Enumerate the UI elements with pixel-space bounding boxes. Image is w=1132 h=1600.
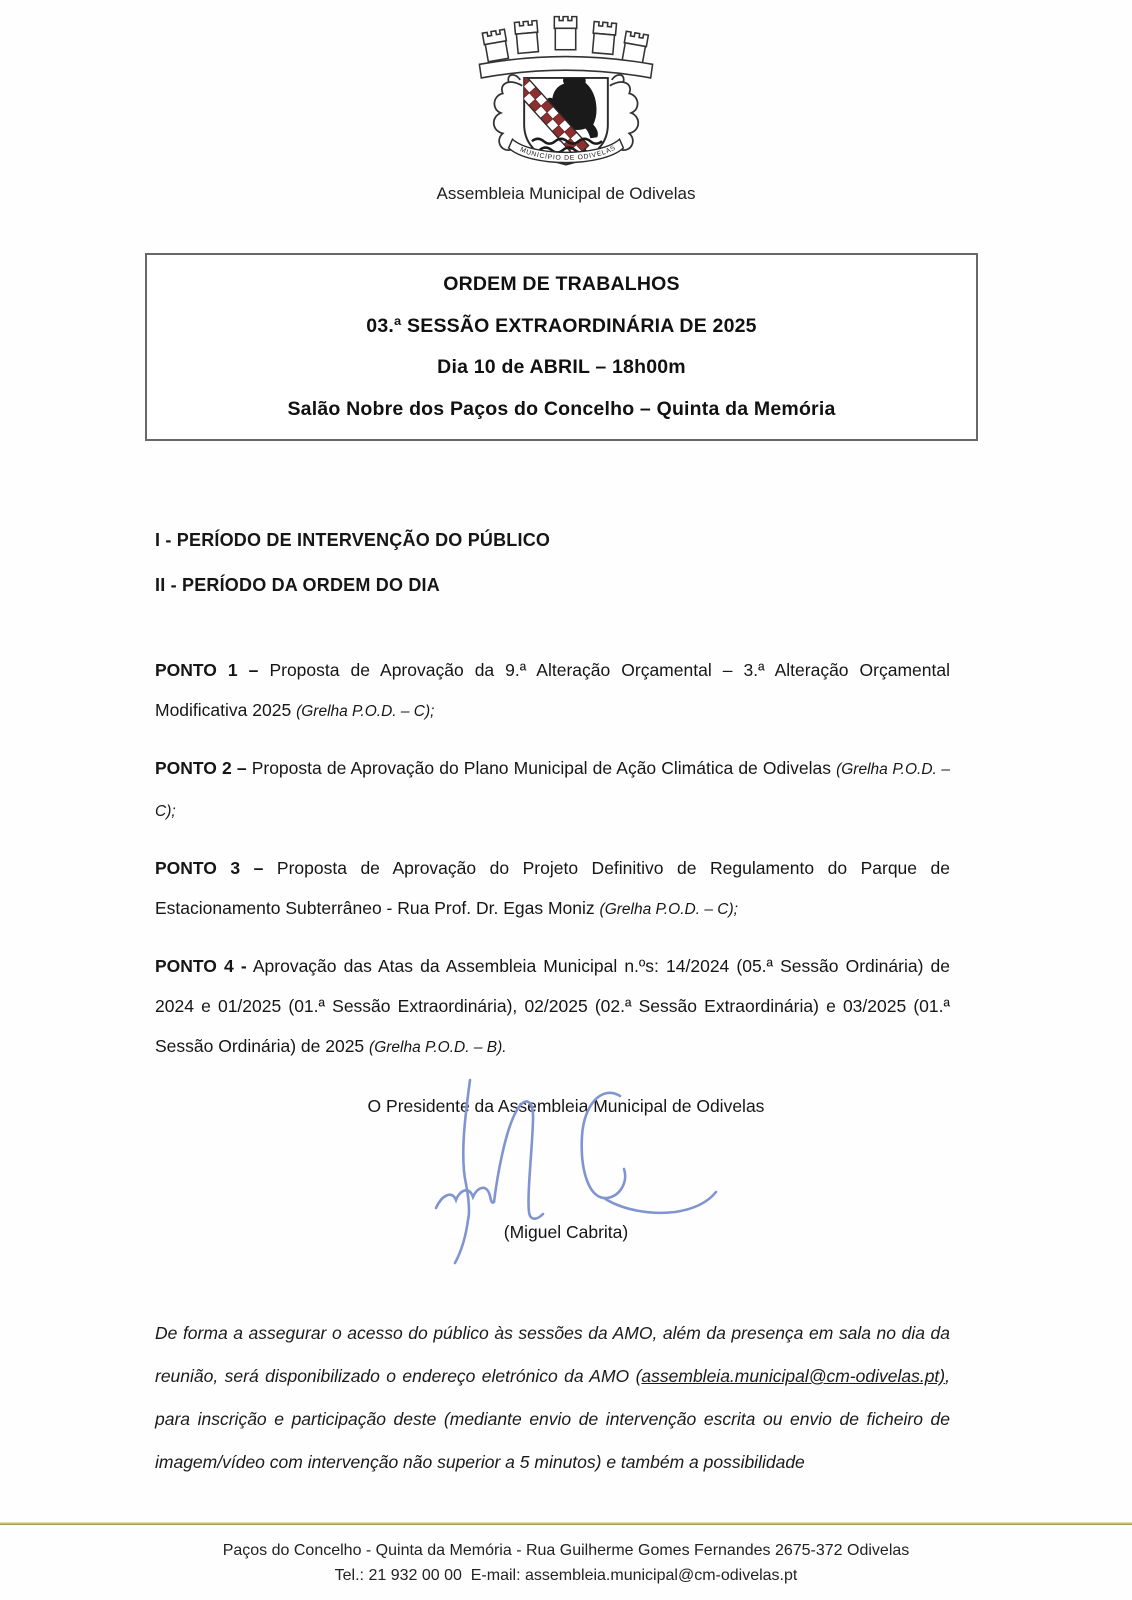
point-4-label: PONTO 4 -	[155, 956, 247, 976]
footer-address: Paços do Concelho - Quinta da Memória - Rua Guilherme Gomes Fernandes 2675-372 Odivelas	[222, 1542, 910, 1559]
point-1-body: Proposta de Aprovação da 9.ª Alteração Orçamental – 3.ª Alteração Orçamental Modificativa 2025	[155, 660, 950, 720]
point-2-body: Proposta de Aprovação do Plano Municipal de Ação Climática de Odivelas	[246, 758, 837, 778]
section-public-intervention: I - PERÍODO DE INTERVENÇÃO DO PÚBLICO	[155, 530, 551, 550]
session-number: 03.ª SESSÃO EXTRAORDINÁRIA DE 2025	[366, 314, 757, 337]
notice-text-1: De forma a assegurar o acesso do público às sessões da AMO, além da presença em sala no dia da reunião, será disponibilizado o endereço eletrónico da AMO (	[155, 1323, 950, 1386]
mural-crown	[479, 17, 652, 78]
agenda-body	[155, 530, 950, 1084]
section-order-of-day: II - PERÍODO DA ORDEM DO DIA	[155, 575, 440, 595]
point-1-label: PONTO 1 –	[155, 660, 259, 680]
point-4-grelha-ref: (Grelha P.O.D. – B).	[369, 1039, 507, 1056]
coat-of-arms-icon	[461, 4, 671, 184]
page-footer	[0, 1538, 1132, 1588]
session-location: Salão Nobre dos Paços do Concelho – Quinta da Memória	[287, 397, 836, 420]
footer-contact: Tel.: 21 932 00 00 E-mail: assembleia.municipal@cm-odivelas.pt	[334, 1567, 798, 1584]
point-2-label: PONTO 2 –	[155, 758, 247, 778]
email-link[interactable]: assembleia.municipal@cm-odivelas.pt)	[641, 1366, 946, 1386]
signatory-name: (Miguel Cabrita)	[503, 1222, 629, 1242]
public-access-notice	[155, 1312, 950, 1484]
banner-text: MUNICÍPIO DE ODIVELAS	[518, 144, 618, 162]
agenda-point-3	[155, 848, 950, 930]
agenda-point-1	[155, 650, 950, 732]
point-1-grelha-ref: (Grelha P.O.D. – C);	[296, 703, 435, 720]
point-4-body: Aprovação das Atas da Assembleia Municipal n.ºs: 14/2024 (05.ª Sessão Ordinária) de 2024 e 01/2025 (01.ª Sessão Extraordinária), 02/2025 (02.ª Sessão Extraordinária) e 03/2025 (01.ª Sessão Ordinária) de 2025	[155, 956, 950, 1056]
point-3-label: PONTO 3 –	[155, 858, 264, 878]
agenda-point-2	[155, 748, 950, 832]
organization-name: Assembleia Municipal de Odivelas	[436, 184, 696, 203]
footer-divider	[0, 1522, 1132, 1525]
session-datetime: Dia 10 de ABRIL – 18h00m	[437, 356, 686, 379]
agenda-title: ORDEM DE TRABALHOS	[443, 273, 680, 296]
notice-text-2: , para inscrição e participação deste (mediante envio de intervenção escrita ou envio de ficheiro de imagem/vídeo com intervenção não superior a 5 minutos) e também a possibilidade	[155, 1366, 950, 1472]
point-3-body: Proposta de Aprovação do Projeto Definitivo de Regulamento do Parque de Estacionamento Subterrâneo - Rua Prof. Dr. Egas Moniz	[155, 858, 950, 918]
municipal-coat-of-arms	[461, 4, 671, 189]
agenda-point-4	[155, 946, 950, 1068]
point-2-grelha-ref: (Grelha P.O.D. – C);	[155, 761, 951, 820]
session-header-box	[145, 253, 978, 441]
signatory-role: O Presidente da Assembleia Municipal de Odivelas	[367, 1096, 765, 1116]
point-3-grelha-ref: (Grelha P.O.D. – C);	[599, 901, 738, 918]
